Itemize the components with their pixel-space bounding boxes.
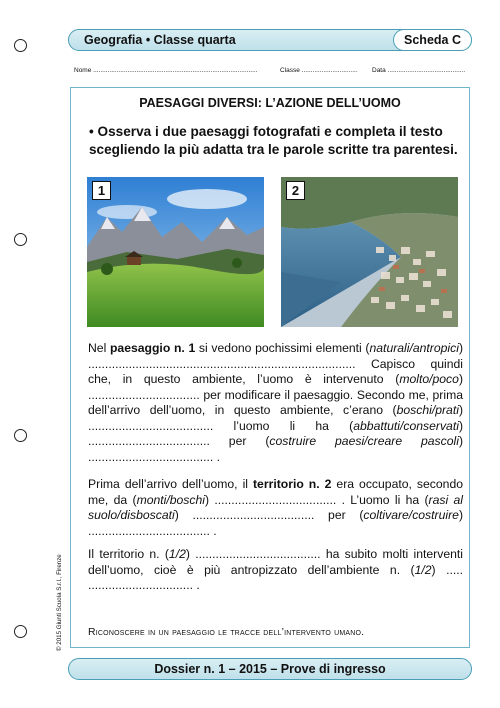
lake-town-image xyxy=(281,177,458,327)
text-segment: ) .................................... per ( xyxy=(88,418,463,448)
option-boschi-prati: boschi/prati xyxy=(396,403,459,417)
option-molto-poco: molto/poco xyxy=(399,372,459,386)
binder-hole xyxy=(14,39,27,52)
learning-goal: Riconoscere in un paesaggio le tracce dell’intervento umano. xyxy=(88,626,365,638)
option-1-2: 1/2 xyxy=(414,562,432,577)
footer-bar: Dossier n. 1 – 2015 – Prove di ingresso xyxy=(68,658,472,680)
text-paragraph-territory-2 xyxy=(88,477,463,539)
text-paragraph-landscape-1 xyxy=(88,341,463,465)
photo-number-badge: 1 xyxy=(92,181,111,200)
text-segment: era occupato, secondo me, da ( xyxy=(88,477,463,507)
name-field[interactable]: Nome ........................................................................................... xyxy=(74,67,258,74)
header-title: Geografia • Classe quarta xyxy=(84,33,236,47)
binder-hole xyxy=(14,233,27,246)
text-segment: ) .................................... per ( xyxy=(174,508,364,522)
photo-lake-town xyxy=(281,177,458,327)
text-segment: ) ................................. per modificare il paesaggio. Secondo me, prima dell’arrivo dell’uomo, in questo ambiente, c’erano ( xyxy=(88,372,463,417)
scheda-label: Scheda C xyxy=(393,29,472,51)
option-rasi-disboscati: rasi al suolo/disboscati xyxy=(88,492,463,522)
option-abbattuti-conservati: abbattuti/conservati xyxy=(353,418,459,433)
text-segment: ) ..... ............................... . xyxy=(88,562,463,592)
option-coltivare-costruire: coltivare/costruire xyxy=(363,508,459,522)
text-paragraph-comparison xyxy=(88,547,463,594)
binder-hole xyxy=(14,429,27,442)
text-segment: Prima dell’arrivo dell’uomo, il xyxy=(88,477,253,491)
text-segment: Il territorio n. ( xyxy=(88,547,169,561)
text-segment: ) ..................................... l’uomo li ha ( xyxy=(88,403,463,433)
date-field[interactable]: Data ........................................... xyxy=(372,67,466,74)
text-segment: ) ..................................... ha subito molti interventi dell’uomo, cioè è più antropizzato dell’ambiente n. ( xyxy=(88,547,463,577)
photo-number-badge: 2 xyxy=(286,181,305,200)
text-bold: territorio n. 2 xyxy=(253,477,332,491)
exercise-instruction: • Osserva i due paesaggi fotografati e completa il testo scegliendo la più adatta tra le parole scritte tra parentesi. xyxy=(89,124,458,157)
text-segment: ) .................................... . xyxy=(88,508,463,538)
copyright-notice: © 2015 Giunti Scuola S.r.l., Firenze xyxy=(56,554,63,651)
option-costruire-creare: costruire paesi/creare pascoli xyxy=(269,434,459,448)
option-1-2: 1/2 xyxy=(168,547,186,561)
mountain-meadow-image xyxy=(87,177,264,327)
option-naturali-antropici: naturali/antropici xyxy=(369,341,459,355)
text-segment: ) ..................................... . xyxy=(88,434,463,464)
text-segment: ) ............................................................................... Capisco quindi che, in questo ambiente, l’uomo è intervenuto ( xyxy=(88,341,463,386)
text-segment: Nel xyxy=(88,341,110,355)
option-monti-boschi: monti/boschi xyxy=(136,492,205,507)
text-bold: paesaggio n. 1 xyxy=(109,341,196,355)
text-segment: ) .................................... . L’uomo li ha ( xyxy=(204,492,429,507)
text-segment: si vedono pochissimi elementi ( xyxy=(195,341,370,355)
photo-mountain-landscape xyxy=(87,177,264,327)
binder-hole xyxy=(14,625,27,638)
exercise-title: PAESAGGI DIVERSI: L’AZIONE DELL’UOMO xyxy=(139,96,401,110)
class-field[interactable]: Classe ............................... xyxy=(280,67,358,74)
